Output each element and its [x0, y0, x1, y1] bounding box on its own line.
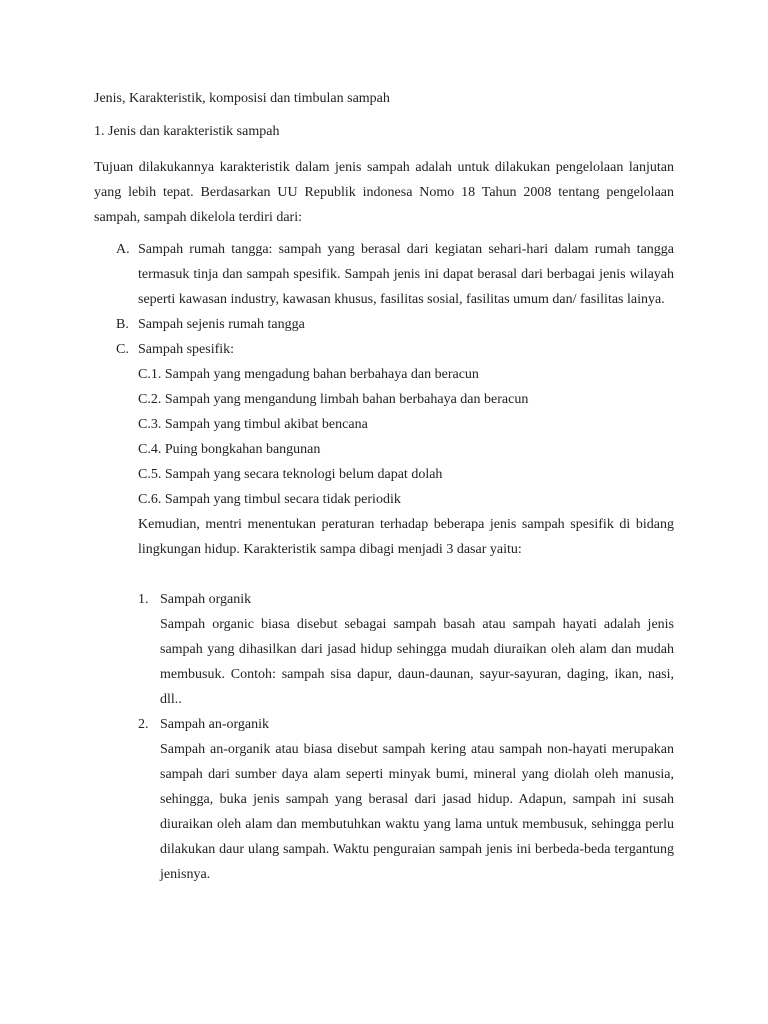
section-heading: 1. Jenis dan karakteristik sampah — [94, 124, 280, 139]
list-item-b — [94, 312, 674, 337]
specific-waste-list — [138, 362, 674, 512]
characteristics-list — [94, 587, 674, 887]
document-title: Jenis, Karakteristik, komposisi dan timbulan sampah — [94, 91, 390, 106]
list-marker: 1. — [138, 592, 149, 607]
list-item-body — [160, 587, 674, 712]
sub-list-item: C.6. Sampah yang timbul secara tidak periodik — [138, 492, 401, 507]
sub-list-item: C.2. Sampah yang mengandung limbah bahan berbahaya dan beracun — [138, 392, 529, 407]
list-marker: C. — [116, 342, 129, 357]
list-marker: A. — [116, 242, 130, 257]
list-marker: 2. — [138, 717, 149, 732]
waste-type-list — [94, 237, 674, 562]
sub-list-item: C.3. Sampah yang timbul akibat bencana — [138, 417, 368, 432]
list-marker: B. — [116, 317, 129, 332]
sub-list-item: C.1. Sampah yang mengadung bahan berbahaya dan beracun — [138, 367, 479, 382]
list-item-a — [94, 237, 674, 312]
list-item-description: Sampah an-organik atau biasa disebut sampah kering atau sampah non-hayati merupakan sampah dari sumber daya alam seperti minyak bumi, mineral yang diolah oleh manusia, sehingga, buka jenis sampah yang berasal dari jasad hidup. Adapun, sampah ini susah diuraikan oleh alam dan membutuhkan waktu yang lama untuk membusuk, sehingga perlu dilakukan daur ulang sampah. Waktu penguraian sampah jenis ini berbeda-beda tergantung jenisnya. — [160, 742, 674, 882]
closing-paragraph: Kemudian, mentri menentukan peraturan terhadap beberapa jenis sampah spesifik di bidang lingkungan hidup. Karakteristik sampa dibagi menjadi 3 dasar yaitu: — [138, 517, 674, 557]
sub-list-item: C.5. Sampah yang secara teknologi belum dapat dolah — [138, 467, 443, 482]
list-item-body — [138, 337, 674, 562]
list-item-c — [94, 337, 674, 562]
list-item-text: Sampah rumah tangga: sampah yang berasal dari kegiatan sehari-hari dalam rumah tangga termasuk tinja dan sampah spesifik. Sampah jenis ini dapat berasal dari berbagai jenis wilayah seperti kawasan industry, kawasan khusus, fasilitas sosial, fasilitas umum dan/ fasilitas lainya. — [138, 242, 674, 307]
list-item-inorganic — [94, 712, 674, 887]
list-item-organic — [94, 587, 674, 712]
list-item-title: Sampah organik — [160, 592, 252, 607]
list-item-text: Sampah spesifik: — [138, 342, 235, 357]
list-item-text: Sampah sejenis rumah tangga — [138, 317, 305, 332]
list-item-description: Sampah organic biasa disebut sebagai sampah basah atau sampah hayati adalah jenis sampah yang dihasilkan dari jasad hidup sehingga mudah diuraikan oleh alam dan mudah membusuk. Contoh: sampah sisa dapur, daun-daunan, sayur-sayuran, daging, ikan, nasi, dll.. — [160, 617, 674, 707]
sub-list-item: C.4. Puing bongkahan bangunan — [138, 442, 321, 457]
intro-paragraph: Tujuan dilakukannya karakteristik dalam jenis sampah adalah untuk dilakukan pengelolaan lanjutan yang lebih tepat. Berdasarkan UU Republik indonesa Nomo 18 Tahun 2008 tentang pengelolaan sampah, sampah dikelola terdiri dari: — [94, 160, 674, 225]
list-item-body — [160, 712, 674, 887]
list-item-title: Sampah an-organik — [160, 717, 269, 732]
